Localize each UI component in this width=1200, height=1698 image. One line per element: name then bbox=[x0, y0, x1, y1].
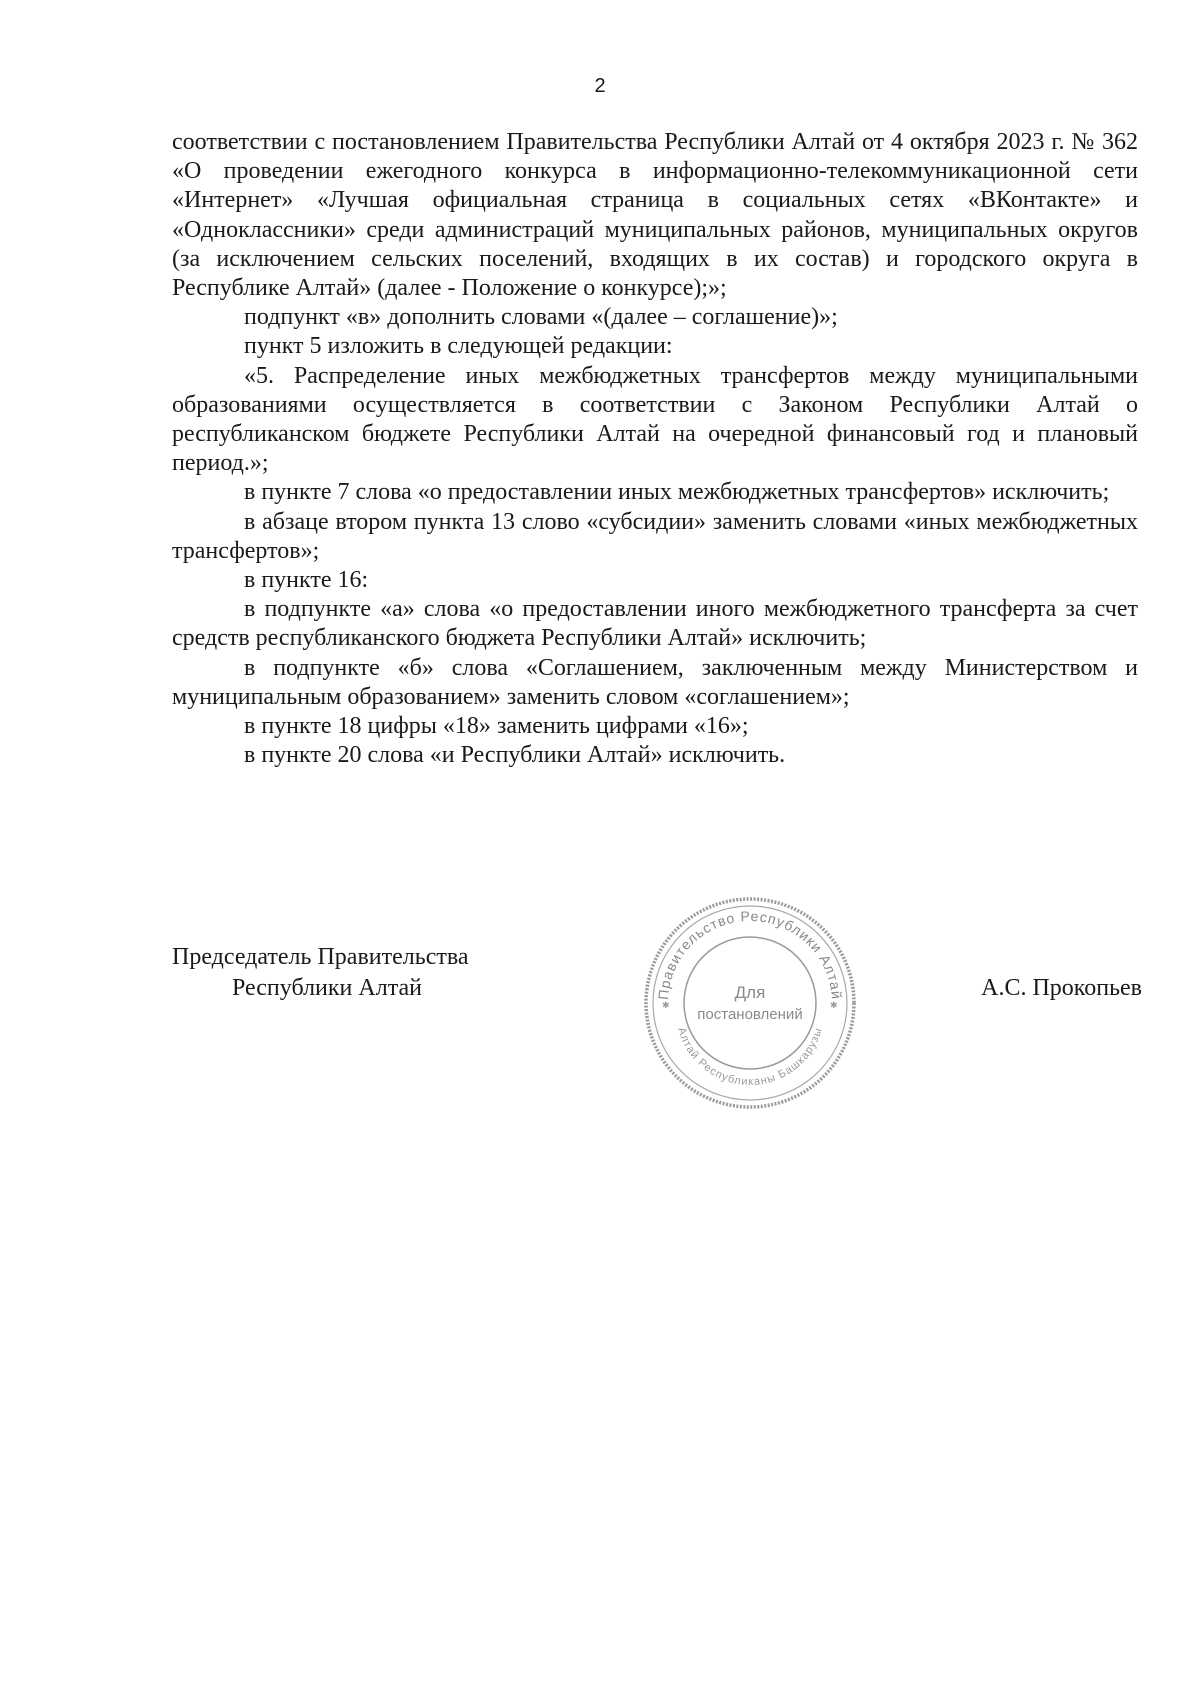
signatory-position bbox=[172, 942, 469, 1004]
seal-lower-text: Алтай Республиканы Башкарузы bbox=[675, 1025, 825, 1089]
signatory-name: А.С. Прокопьев bbox=[981, 975, 1142, 1001]
position-line-2: Республики Алтай bbox=[232, 975, 422, 1001]
document-body bbox=[172, 128, 1138, 770]
paragraph-4: «5. Распределение иных межбюджетных трансфертов между муниципальными образованиями осуществляется в соответствии с Законом Республики Алтай о республиканском бюджете Республики Алтай на очередной финансовый год и плановый период.»; bbox=[172, 362, 1138, 477]
paragraph-8: в подпункте «а» слова «о предоставлении иного межбюджетного трансферта за счет средств республиканского бюджета Республики Алтай» исключить; bbox=[172, 596, 1138, 652]
page-number: 2 bbox=[594, 75, 606, 97]
paragraph-7: в пункте 16: bbox=[244, 567, 369, 594]
seal-rings bbox=[646, 899, 854, 1107]
seal-star-right-icon: ✱ bbox=[830, 1001, 838, 1011]
paragraph-5: в пункте 7 слова «о предоставлении иных межбюджетных трансфертов» исключить; bbox=[244, 479, 1110, 506]
official-seal bbox=[640, 893, 860, 1113]
paragraph-11: в пункте 20 слова «и Республики Алтай» исключить. bbox=[244, 742, 786, 769]
paragraph-6: в абзаце втором пункта 13 слово «субсидии» заменить словами «иных межбюджетных трансфертов»; bbox=[172, 508, 1138, 564]
paragraph-10: в пункте 18 цифры «18» заменить цифрами «16»; bbox=[244, 713, 749, 740]
seal-center-line-2: постановлений bbox=[697, 1006, 803, 1023]
paragraph-9: в подпункте «б» слова «Соглашением, заключенным между Министерством и муниципальным образованием» заменить словом «соглашением»; bbox=[172, 654, 1138, 710]
seal-star-left-icon: ✱ bbox=[662, 1001, 670, 1011]
paragraph-2: подпункт «в» дополнить словами «(далее – соглашение)»; bbox=[244, 304, 838, 331]
seal-center-line-1: Для bbox=[734, 983, 766, 1002]
paragraph-3: пункт 5 изложить в следующей редакции: bbox=[244, 333, 673, 360]
paragraph-1: соответствии с постановлением Правительства Республики Алтай от 4 октября 2023 г. № 362 «О проведении ежегодного конкурса в информационно-телекоммуникационной сети «Интернет» «Лучшая официальная страница в социальных сетях «ВКонтакте» и «Одноклассники» среди администраций муниципальных районов, муниципальных округов (за исключением сельских поселений, входящих в их состав) и городского округа в Республике Алтай» (далее - Положение о конкурсе);»; bbox=[172, 129, 1138, 302]
position-line-1: Председатель Правительства bbox=[172, 944, 469, 970]
seal-outer-text: Правительство Республики Алтай bbox=[654, 907, 846, 1001]
